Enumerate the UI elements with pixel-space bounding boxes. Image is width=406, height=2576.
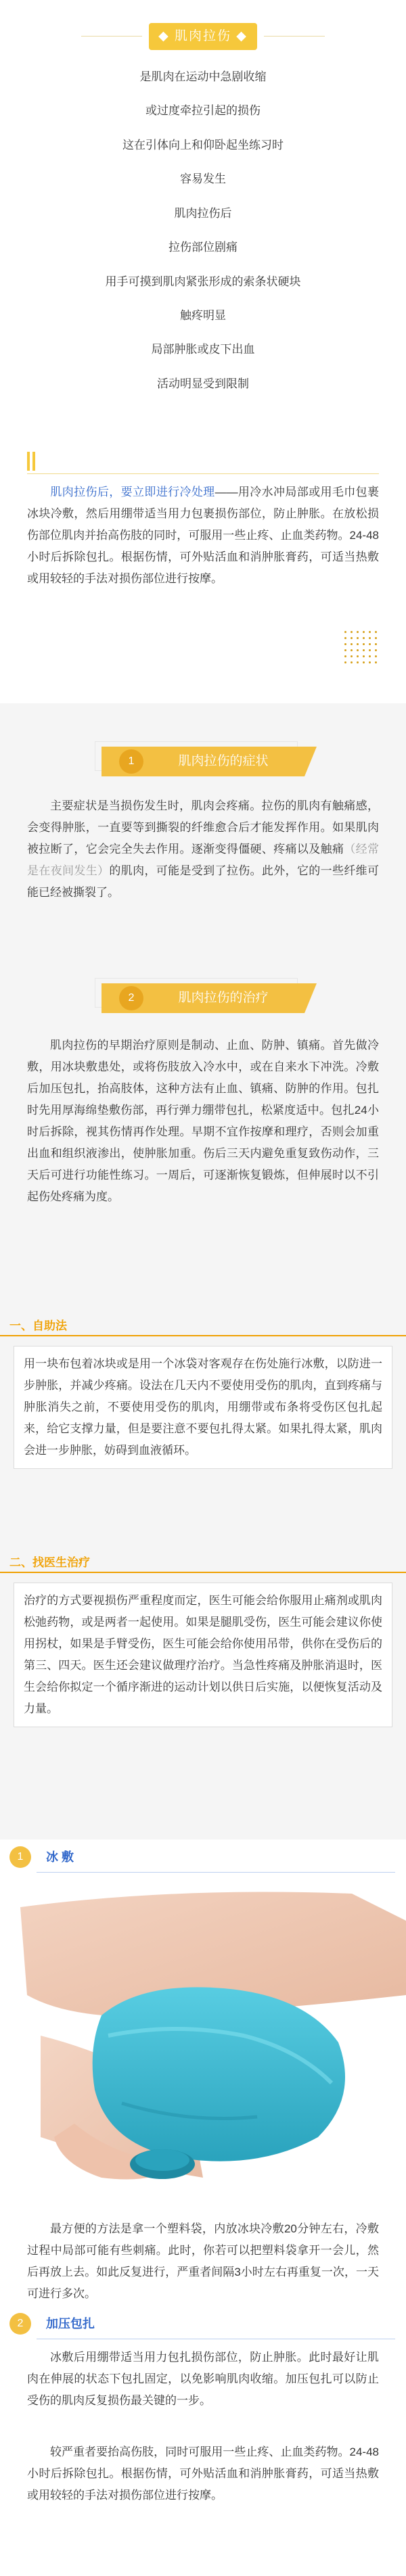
compression-item-header	[9, 2313, 397, 2340]
symptoms-note: （经常是在夜间发生）	[27, 843, 380, 877]
self-help-rule	[0, 1335, 406, 1336]
item-title: 加压包扎	[46, 2317, 95, 2331]
symptoms-paragraph	[27, 795, 379, 904]
compression-paragraph-2: 较严重者要抬高伤肢，同时可服用一些止疼、止血类药物。24-48小时后拆除包扎。根据伤情，可外贴活血和消肿胀膏药，可适当热敷或用较轻的手法对损伤部位进行按摩。	[27, 2445, 379, 2502]
intro-line: 这在引体向上和仰卧起坐练习时	[122, 139, 284, 151]
intro-line: 用手可摸到肌肉紧张形成的索条状硬块	[105, 275, 301, 288]
symptoms-text: 主要症状是当损伤发生时，肌肉会疼痛。拉伤的肌肉有触痛感，会变得肿胀，一直要等到撕裂的纤维愈合后才能发挥作用。如果肌肉被拉断了，它会完全失去作用。逐渐变得僵硬、疼痛以及触痛	[27, 799, 379, 856]
intro-line: 触疼明显	[180, 309, 226, 322]
title-divider-right	[264, 36, 325, 37]
item-number: 2	[9, 2313, 31, 2335]
intro-line: 局部肿胀或皮下出血	[151, 343, 255, 356]
ice-item-header	[9, 1846, 397, 1873]
quote-bar-icon	[27, 452, 37, 471]
intro-line: 拉伤部位剧痛	[168, 241, 238, 254]
compression-paragraph: 冰敷后用绷带适当用力包扎损伤部位，防止肿胀。此时最好让肌肉在伸展的状态下包扎固定，以免影响肌肉收缩。加压包扎可以防止受伤的肌肉反复损伤最关键的一步。	[27, 2351, 379, 2407]
item-number: 1	[9, 1846, 31, 1868]
ice-pack-on-elbow-photo	[0, 1880, 406, 2211]
dot-grid-decoration-icon	[342, 629, 379, 665]
section-header-symptoms	[0, 737, 406, 784]
summary-paragraph	[27, 482, 379, 590]
section-number: 2	[119, 986, 143, 1010]
intro-section	[0, 0, 406, 433]
diamond-icon: ◆	[158, 29, 175, 43]
summary-divider	[27, 473, 379, 474]
intro-line: 或过度牵拉引起的损伤	[145, 104, 261, 117]
self-help-label: 一、自助法	[9, 1319, 67, 1332]
summary-body: ——用冷水冲局部或用毛巾包裹冰块冷敷，然后用绷带适当用力包裹损伤部位，防止肿胀。在放松损伤部位肌肉并抬高伤肢的同时，可服用一些止疼、止血类药物。24-48小时后拆除包扎。根据伤情，可外贴活血和消肿胀膏药，可适当热敷或用较轻的手法对损伤部位进行按摩。	[27, 486, 380, 585]
intro-line: 活动明显受到限制	[157, 377, 249, 390]
doctor-header	[0, 1549, 406, 1576]
section-header-treatment	[0, 974, 406, 1021]
self-help-header	[0, 1312, 406, 1339]
doctor-label: 二、找医生治疗	[9, 1556, 90, 1569]
item-title: 冰 敷	[46, 1850, 74, 1864]
item-rule	[37, 1872, 395, 1873]
ice-pack-illustration-icon	[0, 1880, 406, 2211]
diamond-icon: ◆	[231, 29, 248, 43]
section-title: 肌肉拉伤的症状	[178, 754, 269, 768]
intro-line: 容易发生	[180, 172, 226, 185]
intro-line: 是肌肉在运动中急剧收缩	[139, 70, 267, 83]
title-divider-left	[81, 36, 142, 37]
page-title-text: 肌肉拉伤	[174, 29, 231, 43]
section-title: 肌肉拉伤的治疗	[178, 991, 269, 1005]
summary-lead: 肌肉拉伤后，要立即进行冷处理	[50, 486, 215, 498]
treatment-paragraph: 肌肉拉伤的早期治疗原则是制动、止血、防肿、镇痛。首先做冷敷，用冰块敷患处，或将伤肢放入冷水中，或在自来水下冲洗。冷敷后加压包扎，抬高肢体，这种方法有止血、镇痛、防肿的作用。包扎时先用厚海绵垫敷伤部，再行弹力绷带包扎，松紧度适中。包扎24小时后拆除，视其伤情再作处理。早期不宜作按摩和理疗，否则会加重出血和组织液渗出，使肿胀加重。伤后三天内避免重复致伤动作，三天后可进行功能性练习。一周后，可逐渐恢复锻炼，但伸展时以不引起伤处疼痛为度。	[27, 1039, 379, 1203]
section-number: 1	[119, 749, 143, 774]
doctor-rule	[0, 1572, 406, 1573]
ice-paragraph: 最方便的方法是拿一个塑料袋，内放冰块冷敷20分钟左右，冷敷过程中局部可能有些刺痛。此时，你若可以把塑料袋拿开一会儿，然后再放上去。如此反复进行，严重者间隔3小时左右再重复一次，一天可进行多次。	[27, 2222, 379, 2300]
intro-line: 肌肉拉伤后	[174, 207, 232, 220]
symptoms-text-end: 的肌肉，可能是受到了拉伤。此外，它的一些纤维可能已经被撕裂了。	[27, 864, 380, 899]
page-title	[149, 23, 257, 50]
doctor-box: 治疗的方式要视损伤严重程度而定，医生可能会给你服用止痛剂或肌肉松弛药物，或是两者一起使用。如果是腿肌受伤，医生可能会建议你使用拐杖，如果是手臂受伤，医生可能会给你使用吊带，供你在受伤后的第三、四天。医生还会建议做理疗治疗。当急性疼痛及肿胀消退时，医生会给你拟定一个循序渐进的运动计划以供日后实施，以便恢复活动及力量。	[14, 1583, 392, 1727]
self-help-box: 用一块布包着冰块或是用一个冰袋对客观存在伤处施行冰敷，以防进一步肿胀，并减少疼痛。设法在几天内不要使用受伤的肌肉，直到疼痛与肿胀消失之前，不要使用受伤的肌肉，用绷带或布条将受伤区包扎起来，给它支撑力量，但是要注意不要包扎得太紧。如果扎得太紧，肌肉会进一步肿胀，妨碍到血液循环。	[14, 1346, 392, 1469]
